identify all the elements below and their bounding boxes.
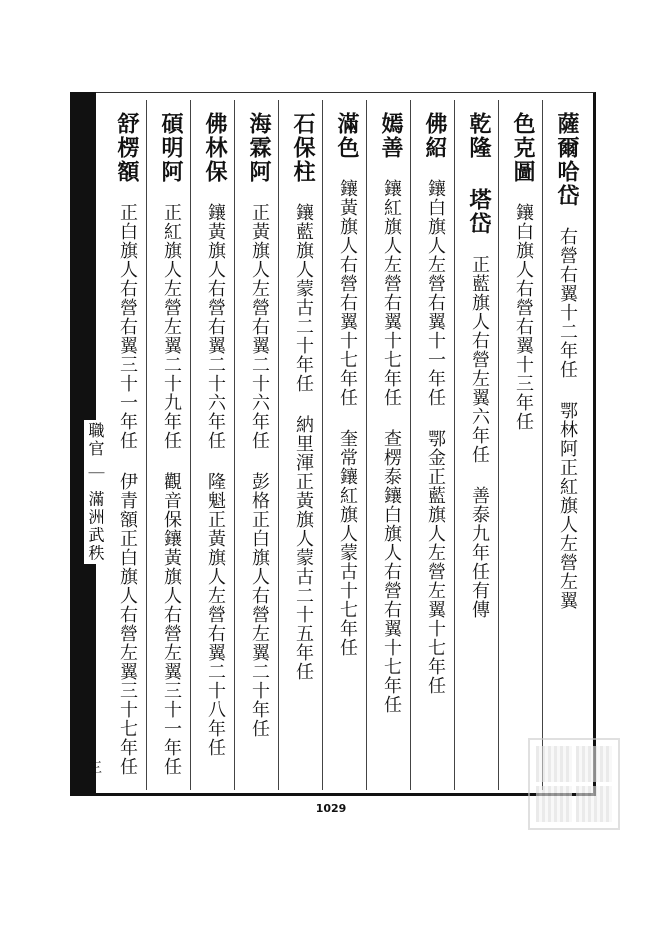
official-name: 佛林保: [202, 112, 228, 184]
text-column: [288, 112, 319, 681]
text-column: [112, 112, 143, 776]
appointment-note: 鑲白旗人左營右翼十一年任 鄂金正藍旗人左營左翼十七年任: [425, 179, 446, 695]
official-name: 薩爾哈岱: [554, 112, 580, 208]
center-fold-number: 三: [86, 760, 102, 774]
text-column: [552, 112, 583, 610]
appointment-note: 正藍旗人右營左翼六年任 善泰九年任有傳: [469, 255, 490, 619]
official-name: 佛紹: [422, 112, 448, 160]
appointment-note: 鑲藍旗人蒙古二十年任 納里渾正黃旗人蒙古二十五年任: [293, 203, 314, 681]
official-name: 海霖阿: [246, 112, 272, 184]
column-rule: [190, 100, 191, 790]
official-name: 嫣善: [378, 112, 404, 160]
column-rule: [322, 100, 323, 790]
column-rule: [146, 100, 147, 790]
page-number: 1029: [315, 802, 347, 815]
official-name: 乾隆 塔岱: [466, 112, 492, 236]
appointment-note: 正紅旗人左營左翼二十九年任 觀音保鑲黃旗人右營左翼三十一年任: [161, 203, 182, 776]
text-column: [508, 112, 539, 431]
column-rule: [410, 100, 411, 790]
official-name: 色克圖: [510, 112, 536, 184]
appointment-note: 鑲黃旗人右營右翼二十六年任 隆魁正黃旗人左營右翼二十八年任: [205, 203, 226, 757]
text-column: [420, 112, 451, 695]
appointment-note: 鑲黃旗人右營右翼十七年任 奎常鑲紅旗人蒙古十七年任: [337, 179, 358, 657]
official-name: 滿色: [334, 112, 360, 160]
column-rule: [366, 100, 367, 790]
text-column: [332, 112, 363, 657]
column-rule: [542, 100, 543, 790]
column-rule: [498, 100, 499, 790]
appointment-note: 正白旗人右營右翼三十一年任 伊青額正白旗人右營左翼三十七年任: [117, 203, 138, 776]
official-name: 石保柱: [290, 112, 316, 184]
text-column: [464, 112, 495, 619]
text-column: [156, 112, 187, 776]
official-name: 舒楞額: [114, 112, 140, 184]
official-name: 碩明阿: [158, 112, 184, 184]
text-column: [244, 112, 275, 738]
text-column: [376, 112, 407, 714]
appointment-note: 鑲白旗人右營右翼十三年任: [513, 203, 534, 431]
column-rule: [454, 100, 455, 790]
column-rule: [278, 100, 279, 790]
column-rule: [234, 100, 235, 790]
center-fold-title: 職官 ｜ 滿洲武秩: [86, 422, 105, 563]
appointment-note: 右營右翼十二年任 鄂林阿正紅旗人左營左翼: [557, 227, 578, 610]
library-seal-stamp: [528, 738, 620, 830]
appointment-note: 正黃旗人左營右翼二十六年任 彭格正白旗人右營左翼二十年任: [249, 203, 270, 738]
appointment-note: 鑲紅旗人左營右翼十七年任 查楞泰鑲白旗人右營右翼十七年任: [381, 179, 402, 714]
text-column: [200, 112, 231, 757]
